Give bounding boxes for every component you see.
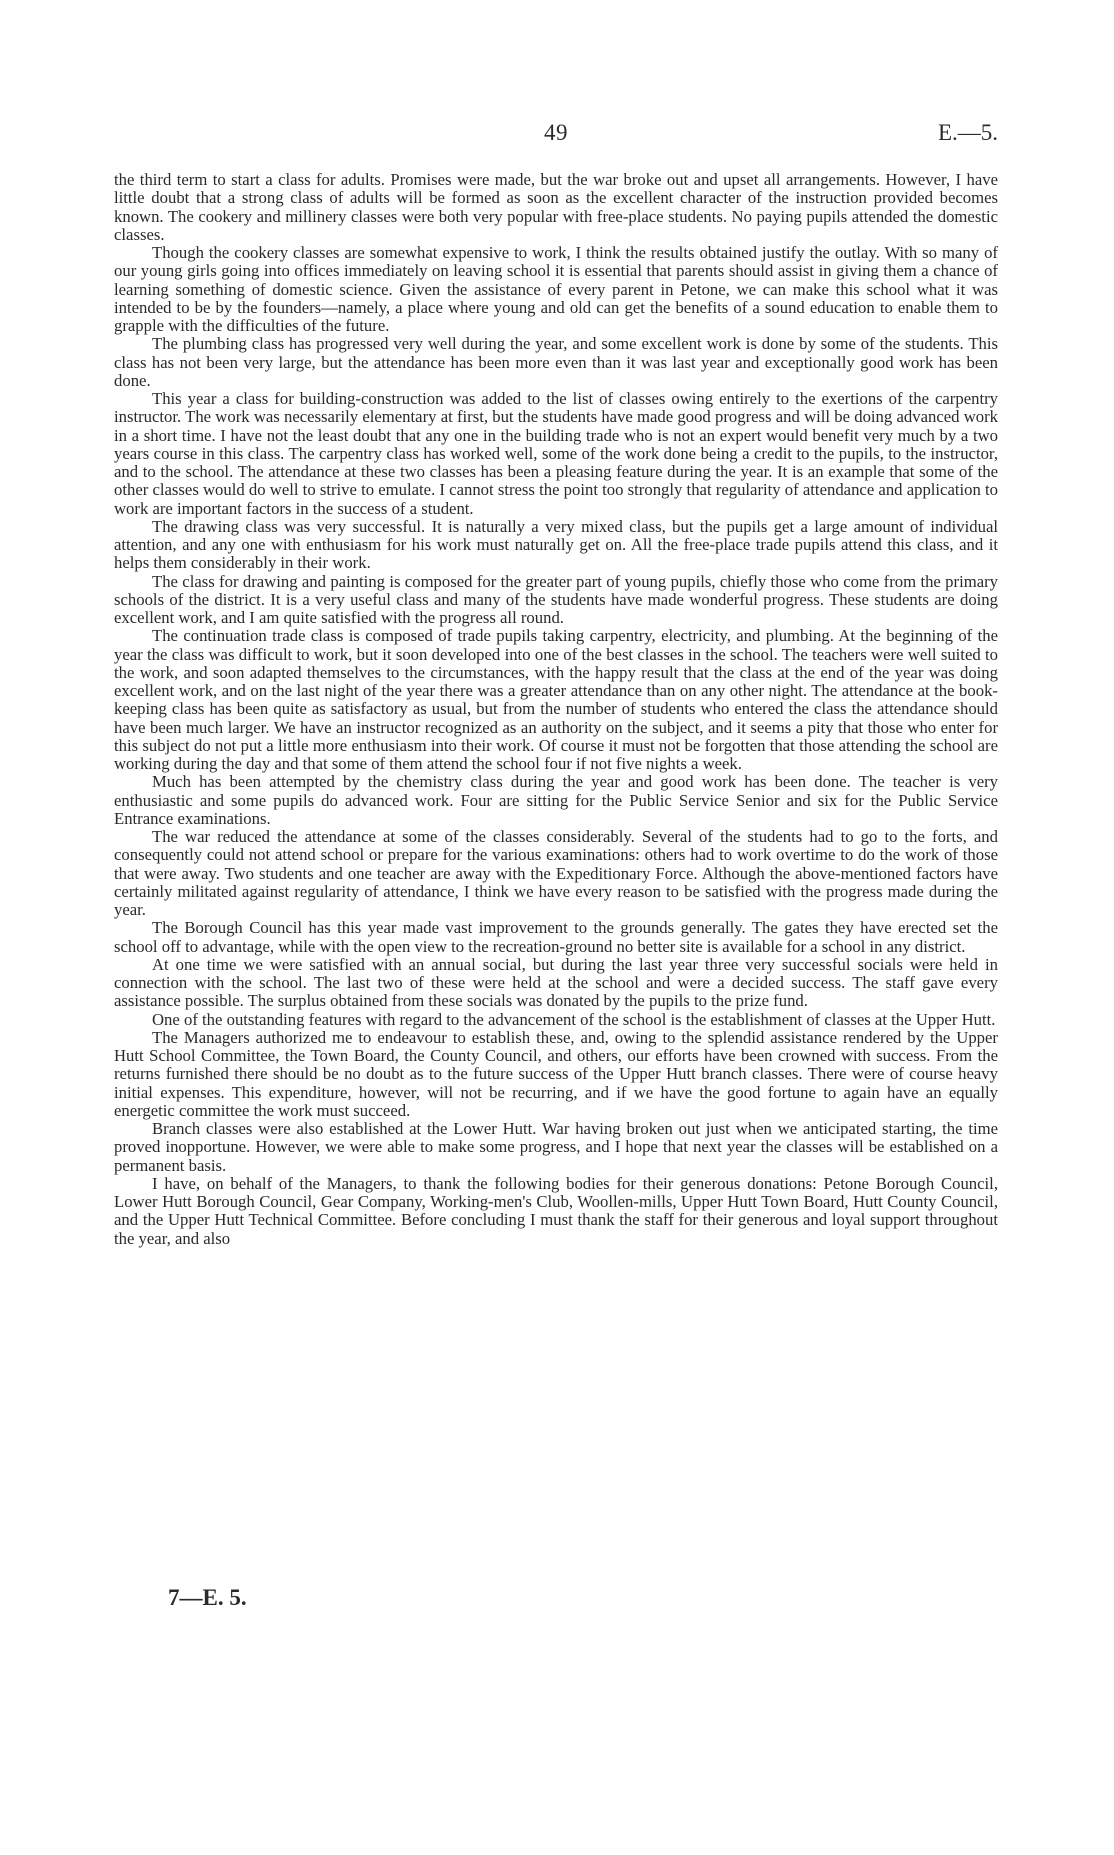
paragraph: The continuation trade class is composed of trade pupils taking carpentry, electricity, and plumbing. At the beginning of the year the class was difficult to work, but it soon developed into one of the best classes in the school. The teachers were well suited to the work, and soon adapted themselves to the circumstances, with the happy result that the class at the end of the year was doing excellent work, and on the last night of the year there was a greater attendance than on any other night. The attendance at the book-keeping class has been quite as satisfactory as usual, but from the number of students who entered the class the attendance should have been much larger. We have an instructor recognized as an authority on the subject, and it seems a pity that those who enter for this subject do not put a little more enthusiasm into their work. Of course it must not be forgotten that those attending the school are working during the day and that some of them attend the school four if not five nights a week. <box>114 626 998 773</box>
paragraph: Though the cookery classes are somewhat expensive to work, I think the results obtained justify the outlay. With so many of our young girls going into offices immediately on leaving school it is essential that parents should assist in giving them a chance of learning something of domestic science. Given the assistance of every parent in Petone, we can make this school what it was intended to be by the founders—namely, a place where young and old can get the benefits of a sound education to enable them to grapple with the difficulties of the future. <box>114 243 998 335</box>
paragraph: I have, on behalf of the Managers, to thank the following bodies for their generous donations: Petone Borough Council, Lower Hutt Borough Council, Gear Company, Working-men's Club, Woollen-mills, Upper Hutt Town Board, Hutt County Council, and the Upper Hutt Technical Committee. Before concluding I must thank the staff for their generous and loyal support throughout the year, and also <box>114 1173 998 1248</box>
paragraph: This year a class for building-construction was added to the list of classes owing entirely to the exertions of the carpentry instructor. The work was necessarily elementary at first, but the students have made good progress and will be doing advanced work in a short time. I have not the least doubt that any one in the building trade who is not an expert would benefit very much by a two years course in this class. The carpentry class has worked well, some of the work done being a credit to the pupils, to the instructor, and to the school. The attendance at these two classes has been a pleasing feature during the year. It is an example that some of the other classes would do well to strive to emulate. I cannot stress the point too strongly that regularity of attendance and application to work are important factors in the success of a student. <box>114 389 998 518</box>
report-body <box>114 171 998 1248</box>
paragraph: The plumbing class has progressed very well during the year, and some excellent work is done by some of the students. This class has not been very large, but the attendance has been more even than it was last year and exceptionally good work has been done. <box>114 334 998 390</box>
paragraph: At one time we were satisfied with an annual social, but during the last year three very successful socials were held in connection with the school. The last two of these were held at the school and were a decided success. The staff gave every assistance possible. The surplus obtained from these socials was donated by the pupils to the prize fund. <box>114 954 998 1011</box>
paragraph: The class for drawing and painting is composed for the greater part of young pupils, chiefly those who come from the primary schools of the district. It is a very useful class and many of the students have made wonderful progress. These students are doing excellent work, and I am quite satisfied with the progress all round. <box>114 571 998 627</box>
paragraph: The Borough Council has this year made vast improvement to the grounds generally. The gates they have erected set the school off to advantage, while with the open view to the recreation-ground no better site is available for a school in any district. <box>114 918 998 956</box>
signature-mark: 7—E. 5. <box>168 1585 247 1610</box>
paragraph: Much has been attempted by the chemistry class during the year and good work has been done. The teacher is very enthusiastic and some pupils do advanced work. Four are sitting for the Public Service Senior and six for the Public Service Entrance examinations. <box>114 772 998 828</box>
paragraph: The Managers authorized me to endeavour to establish these, and, owing to the splendid assistance rendered by the Upper Hutt School Committee, the Town Board, the County Council, and others, our efforts have been crowned with success. From the returns furnished there should be no doubt as to the future success of the Upper Hutt branch classes. There were of course heavy initial expenses. This expenditure, however, will not be recurring, and if we have the good fortune to again have an equally energetic committee the work must succeed. <box>114 1027 998 1120</box>
paragraph: the third term to start a class for adults. Promises were made, but the war broke out and upset all arrangements. However, I have little doubt that a strong class of adults will be formed as soon as the excellent character of the instruction provided becomes known. The cookery and millinery classes were both very popular with free-place students. No paying pupils attended the domestic classes. <box>114 170 998 244</box>
paragraph: Branch classes were also established at the Lower Hutt. War having broken out just when we anticipated starting, the time proved inopportune. However, we were able to make some progress, and I hope that next year the classes will be established on a permanent basis. <box>114 1119 998 1175</box>
document-reference: E.—5. <box>937 120 998 145</box>
paragraph: The war reduced the attendance at some of the classes considerably. Several of the students had to go to the forts, and consequently could not attend school or prepare for the various examinations: others had to work overtime to do the work of those that were away. Two students and one teacher are away with the Expeditionary Force. Although the above-mentioned factors have certainly militated against regularity of attendance, I think we have every reason to be satisfied with the progress made during the year. <box>114 827 998 919</box>
page-header <box>114 120 998 150</box>
paragraph: One of the outstanding features with regard to the advancement of the school is the establishment of classes at the Upper Hutt. <box>152 1009 996 1029</box>
paragraph: The drawing class was very successful. It is naturally a very mixed class, but the pupils get a large amount of individual attention, and any one with enthusiasm for his work must naturally get on. All the free-place trade pupils attend this class, and it helps them considerably in their work. <box>114 516 998 573</box>
page-number: 49 <box>544 120 568 145</box>
